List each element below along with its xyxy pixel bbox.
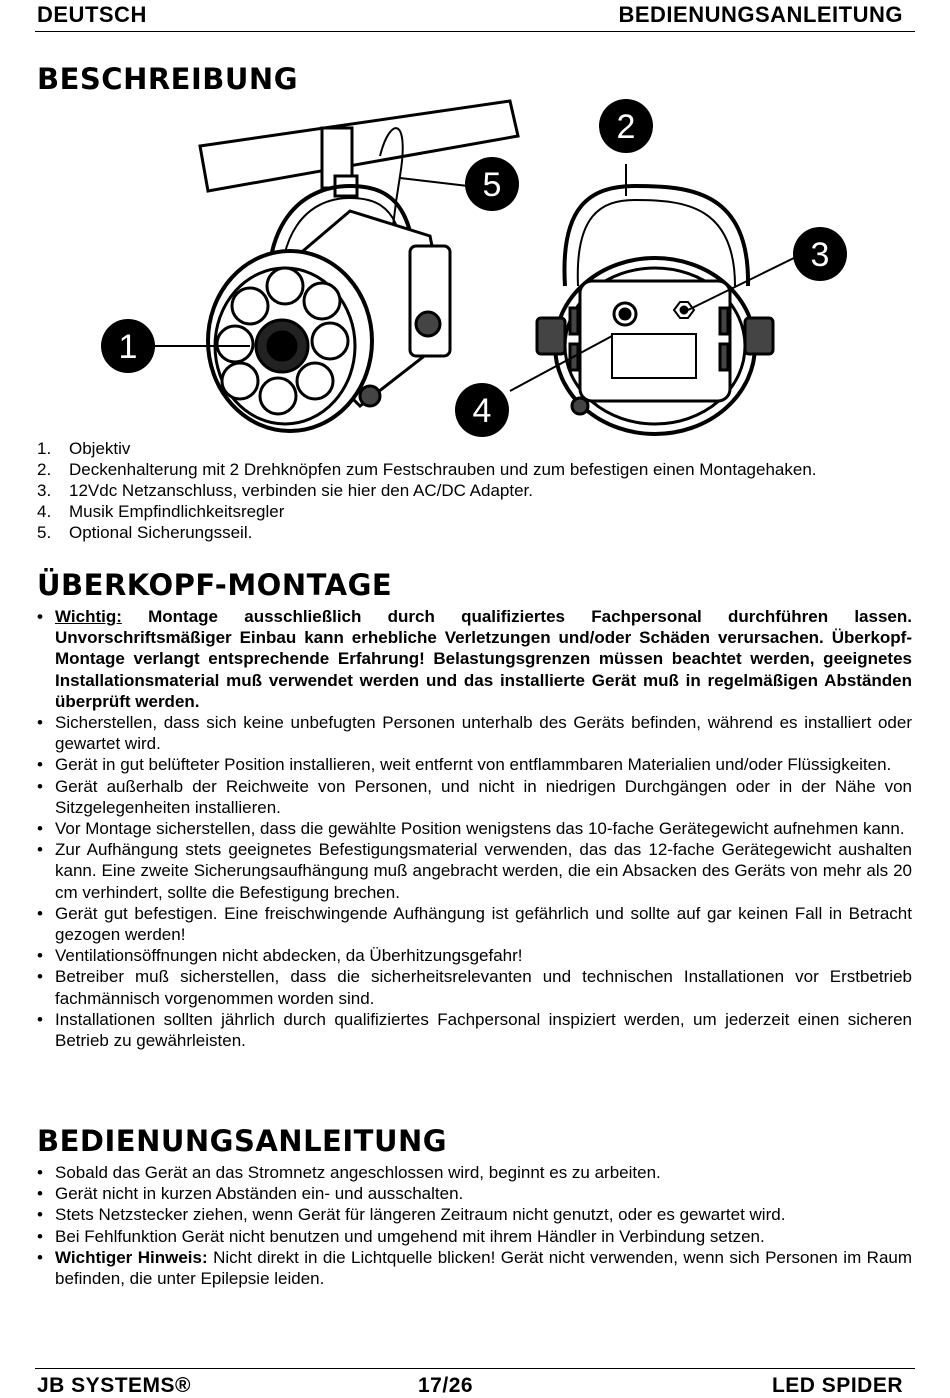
list-item-text: Deckenhalterung mit 2 Drehknöpfen zum Festschrauben und zum befestigen einen Montagehaken. <box>69 460 817 479</box>
parts-list <box>37 438 917 543</box>
list-item: • Installationen sollten jährlich durch qualifiziertes Fachpersonal inspiziert werden, um jederzeit einen sicheren Betrieb zu gewährleisten. <box>37 1009 912 1051</box>
footer-page-number: 17/26 <box>418 1374 474 1397</box>
list-item <box>37 459 917 480</box>
callout-2 <box>599 99 653 153</box>
callout-2-label: 2 <box>616 108 636 146</box>
list-item <box>37 438 917 459</box>
list-item: • Ventilationsöffnungen nicht abdecken, da Überhitzungsgefahr! <box>37 945 912 966</box>
list-item <box>37 501 917 522</box>
important-text: Montage ausschließlich durch qualifiziertes Fachpersonal durchführen lassen. Unvorschriftsmäßiger Einbau kann erhebliche Verletzungen und/oder Schäden verursachen. Überkopf-Montage verlangt entsprechende Erfahrung! Belastungsgrenzen müssen beachtet werden, geeignetes Installationsmaterial muß verwendet werden und das installierte Gerät muß in regelmäßigen Abständen überprüft werden. <box>55 607 912 711</box>
list-item-number: 3. <box>37 481 52 500</box>
fixture-side-view <box>200 101 518 431</box>
list-item: • Bei Fehlfunktion Gerät nicht benutzen und umgehend mit ihrem Händler in Verbindung setzen. <box>37 1226 912 1247</box>
list-item: • Gerät nicht in kurzen Abständen ein- und ausschalten. <box>37 1183 912 1204</box>
operation-list <box>37 1162 912 1289</box>
page-header <box>35 0 915 32</box>
callout-3 <box>793 227 847 281</box>
product-illustration <box>90 96 870 446</box>
callout-4 <box>455 383 509 437</box>
list-item: • Gerät gut befestigen. Eine freischwingende Aufhängung ist gefährlich und sollte auf gar keinen Fall in Betracht gezogen werden! <box>37 903 912 945</box>
callout-5 <box>465 157 519 211</box>
list-item-text: Objektiv <box>69 439 131 458</box>
callout-1 <box>101 319 155 373</box>
note-label: Wichtiger Hinweis: <box>55 1247 208 1267</box>
list-item-number: 2. <box>37 460 52 479</box>
list-item-number: 5. <box>37 523 52 542</box>
list-item-text: Musik Empfindlichkeitsregler <box>69 502 285 521</box>
list-item: • Stets Netzstecker ziehen, wenn Gerät für längeren Zeitraum nicht genutzt, oder es gewartet wird. <box>37 1204 912 1225</box>
list-item-number: 1. <box>37 439 52 458</box>
list-item-number: 4. <box>37 502 52 521</box>
list-item <box>37 522 917 543</box>
header-doc-type: BEDIENUNGSANLEITUNG <box>618 2 903 27</box>
page-footer <box>35 1368 915 1398</box>
list-item-text: 12Vdc Netzanschluss, verbinden sie hier den AC/DC Adapter. <box>69 481 533 500</box>
list-item: • Sobald das Gerät an das Stromnetz angeschlossen wird, beginnt es zu arbeiten. <box>37 1162 912 1183</box>
list-item: • Sicherstellen, dass sich keine unbefugten Personen unterhalb des Geräts befinden, während es installiert oder gewartet wird. <box>37 712 912 754</box>
list-item: • Gerät in gut belüfteter Position installieren, weit entfernt von entflammbaren Materialien und/oder Flüssigkeiten. <box>37 754 912 775</box>
callout-1-label: 1 <box>118 328 138 366</box>
callout-4-label: 4 <box>472 392 492 430</box>
callout-5-label: 5 <box>482 166 502 204</box>
header-language: DEUTSCH <box>37 2 147 27</box>
list-item-important <box>37 606 912 712</box>
list-item: • Zur Aufhängung stets geeignetes Befestigungsmaterial verwenden, das das 12-fache Gerätegewicht aushalten kann. Eine zweite Sicherungsaufhängung muß angebracht werden, die ein Absacken des Geräts von mehr als 20 cm verhindert, sollte die Befestigung brechen. <box>37 839 912 903</box>
list-item <box>37 480 917 501</box>
callout-3-label: 3 <box>810 236 830 274</box>
mounting-list <box>37 606 912 1051</box>
important-label: Wichtig: <box>55 607 122 626</box>
section-title-mounting: ÜBERKOPF-MONTAGE <box>37 568 393 602</box>
list-item: • Betreiber muß sicherstellen, dass die sicherheitsrelevanten und technischen Installationen vor Erstbetrieb fachmännisch vorgenommen worden sind. <box>37 966 912 1008</box>
footer-product: LED SPIDER <box>771 1374 903 1397</box>
fixture-back-view <box>537 186 773 434</box>
list-item: • Gerät außerhalb der Reichweite von Personen, und nicht in niedrigen Durchgängen oder in der Nähe von Sitzgelegenheiten installieren. <box>37 776 912 818</box>
list-item-note <box>37 1247 912 1289</box>
footer-brand: JB SYSTEMS® <box>37 1374 192 1397</box>
list-item: • Vor Montage sicherstellen, dass die gewählte Position wenigstens das 10-fache Gerätegewicht aufnehmen kann. <box>37 818 912 839</box>
list-item-text: Optional Sicherungsseil. <box>69 523 253 542</box>
note-text: Nicht direkt in die Lichtquelle blicken! Gerät nicht verwenden, wenn sich Personen im Raum befinden, die unter Epilepsie leiden. <box>55 1247 913 1289</box>
section-title-description: BESCHREIBUNG <box>37 62 299 96</box>
section-title-operation: BEDIENUNGSANLEITUNG <box>37 1124 448 1158</box>
